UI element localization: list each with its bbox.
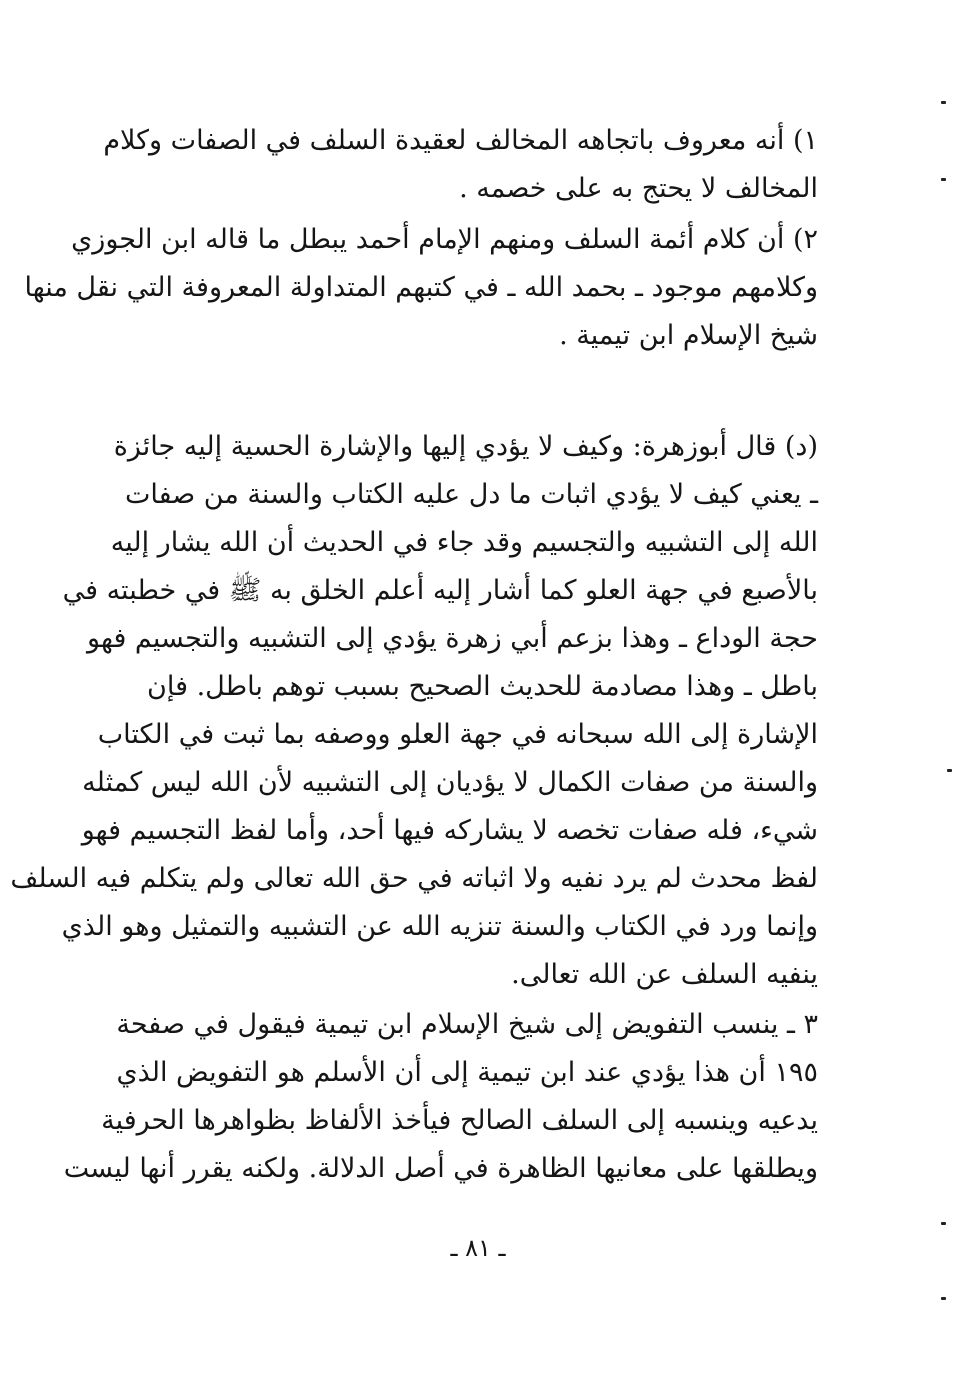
text-line: (د) قال أبوزهرة: وكيف لا يؤدي إليها والإشارة الحسية إليه جائزة <box>113 431 818 462</box>
paragraph-point-2 <box>24 216 818 360</box>
text-line: الإشارة إلى الله سبحانه في جهة العلو ووصفه بما ثبت في الكتاب <box>97 719 818 750</box>
text-line: وكلامهم موجود ـ بحمد الله ـ في كتبهم المتداولة المعروفة التي نقل منها <box>24 272 818 303</box>
scan-mark <box>941 178 946 181</box>
text-line: حجة الوداع ـ وهذا بزعم أبي زهرة يؤدي إلى التشبيه والتجسيم فهو <box>87 623 818 654</box>
text-line: باطل ـ وهذا مصادمة للحديث الصحيح بسبب توهم باطل. فإن <box>147 671 818 702</box>
text-line: يدعيه وينسبه إلى السلف الصالح فيأخذ الألفاظ بظواهرها الحرفية <box>101 1105 818 1136</box>
paragraph-section-d <box>10 423 818 999</box>
text-line: ويطلقها على معانيها الظاهرة في أصل الدلالة. ولكنه يقرر أنها ليست <box>63 1153 818 1184</box>
text-line: ٢) أن كلام أئمة السلف ومنهم الإمام أحمد يبطل ما قاله ابن الجوزي <box>71 224 818 255</box>
text-line: الله إلى التشبيه والتجسيم وقد جاء في الحديث أن الله يشار إليه <box>110 527 818 558</box>
text-line: ١) أنه معروف باتجاهه المخالف لعقيدة السلف في الصفات وكلام <box>103 125 818 156</box>
text-line: شيخ الإسلام ابن تيمية . <box>559 320 818 351</box>
page-number: ـ ٨١ ـ <box>450 1234 506 1262</box>
scan-mark <box>941 1222 946 1225</box>
text-line: ينفيه السلف عن الله تعالى. <box>511 959 818 990</box>
scan-mark <box>947 769 952 772</box>
text-line: المخالف لا يحتج به على خصمه . <box>459 173 818 204</box>
paragraph-point-1 <box>103 117 818 213</box>
text-line: شيء، فله صفات تخصه لا يشاركه فيها أحد، وأما لفظ التجسيم فهو <box>81 815 818 846</box>
text-line: بالأصبع في جهة العلو كما أشار إليه أعلم الخلق به ﷺ في خطبته في <box>62 575 818 606</box>
text-line: لفظ محدث لم يرد نفيه ولا اثباته في حق الله تعالى ولم يتكلم فيه السلف <box>10 863 818 894</box>
text-line: والسنة من صفات الكمال لا يؤديان إلى التشبيه لأن الله ليس كمثله <box>82 767 818 798</box>
scan-mark <box>941 101 946 104</box>
text-line: وإنما ورد في الكتاب والسنة تنزيه الله عن التشبيه والتمثيل وهو الذي <box>61 911 818 942</box>
paragraph-point-3 <box>63 1001 818 1193</box>
text-line: ـ يعني كيف لا يؤدي اثبات ما دل عليه الكتاب والسنة من صفات <box>124 479 818 510</box>
text-line: ٣ ـ ينسب التفويض إلى شيخ الإسلام ابن تيمية فيقول في صفحة <box>116 1009 818 1040</box>
text-line: ١٩٥ أن هذا يؤدي عند ابن تيمية إلى أن الأسلم هو التفويض الذي <box>116 1057 818 1088</box>
scan-mark <box>941 1297 946 1300</box>
